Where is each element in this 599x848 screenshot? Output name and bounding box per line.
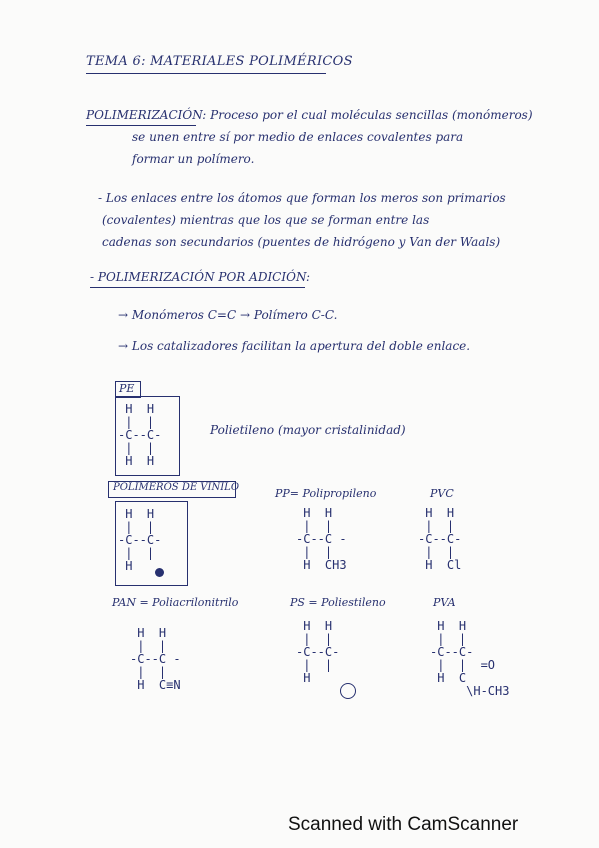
vinyl-substituent-dot [155, 562, 164, 581]
addition-item-2: → Los catalizadores facilitan la apertura del doble enlace. [118, 339, 471, 353]
phenyl-ring-icon [340, 680, 356, 699]
pe-structure: H H | | -C--C- | | H H [118, 402, 162, 468]
pan-label: PAN = Poliacrilonitrilo [112, 596, 239, 609]
pvc-structure: H H | | -C--C- | | H Cl [418, 506, 462, 572]
page-title: TEMA 6: MATERIALES POLIMÉRICOS [86, 54, 353, 69]
vinyl-structure-bottom: H [118, 559, 133, 573]
definition-line-2: se unen entre sí por medio de enlaces covalentes para [132, 130, 464, 144]
addition-item-1: → Monómeros C=C → Polímero C-C. [118, 308, 338, 322]
pvc-label: PVC [430, 487, 454, 500]
bullet-line-3: cadenas son secundarios (puentes de hidrógeno y Van der Waals) [102, 235, 501, 249]
section-heading: - POLIMERIZACIÓN POR ADICIÓN: [90, 270, 311, 284]
definition-line-3: formar un polímero. [132, 152, 255, 166]
definition-term-underline [86, 125, 196, 126]
pva-label: PVA [433, 596, 456, 609]
vinyl-structure: H H | | -C--C- | | [118, 507, 162, 560]
pan-structure: H H | | -C--C - | | H C≡N [130, 626, 181, 692]
pp-label: PP= Polipropileno [275, 487, 377, 500]
scanner-watermark: Scanned with CamScanner [288, 814, 519, 835]
definition-line-1 [86, 108, 533, 122]
pp-structure: H H | | -C--C - | | H CH3 [296, 506, 347, 572]
ps-structure: H H | | -C--C- | | H [296, 619, 340, 685]
bullet-line-2: (covalentes) mientras que los que se forman entre las [102, 213, 430, 227]
pe-label: PE [119, 382, 135, 395]
bullet-line-1: - Los enlaces entre los átomos que forman los meros son primarios [98, 191, 506, 205]
title-underline [86, 73, 326, 74]
vinyl-label: POLIMEROS DE VINILO [113, 482, 240, 493]
pe-caption: Polietileno (mayor cristalinidad) [210, 423, 406, 437]
ps-label: PS = Poliestileno [290, 596, 386, 609]
section-underline [90, 287, 305, 288]
definition-term: POLIMERIZACIÓN: [86, 108, 207, 122]
pva-structure: H H | | -C--C- | | =O H C \H-CH3 [430, 619, 510, 698]
definition-text-1: Proceso por el cual moléculas sencillas (monómeros) [210, 108, 533, 122]
